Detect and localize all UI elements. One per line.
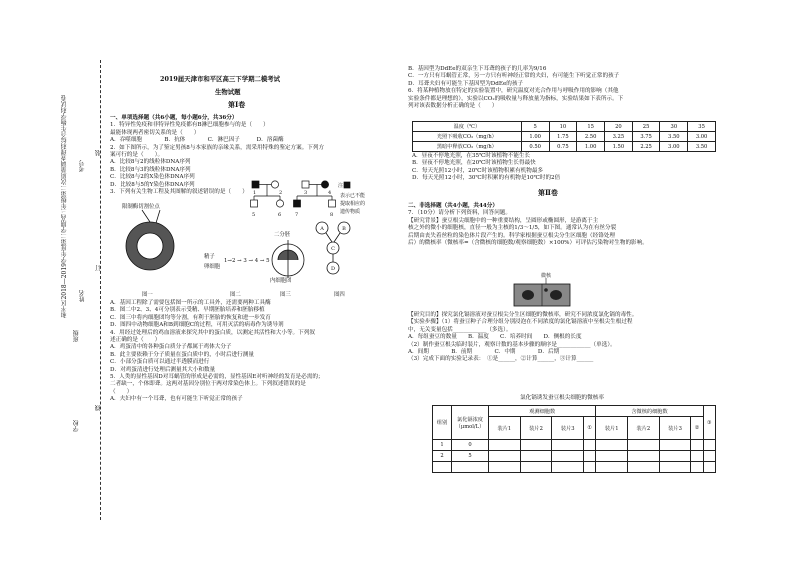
fig3-label-a: 二分胚 xyxy=(274,232,291,238)
question-line: 案可行的是（ ）。 xyxy=(110,152,164,159)
seal-title: 和平区2018—2019学年度第二学期高三年级第二次质量调查理科综合生物学科试卷 xyxy=(61,95,68,318)
table-cell: 15 xyxy=(577,122,605,132)
pedigree-num: 1 xyxy=(253,190,257,196)
table-cell: 0 xyxy=(452,440,489,451)
question-line: 【实验步骤】（1）将蚕豆种子合理分组分别浸泡在不同浓度的氯化镉溶液中至根尖生根过程 xyxy=(408,319,633,326)
question-option: A．每组蚕豆的数量 B．温度 C．培养时间 D．侧根的长度 xyxy=(408,334,582,341)
question-line: 中，无关变量包括____________（多选）。 xyxy=(408,326,512,333)
table-row xyxy=(413,132,716,142)
fig4-c: C xyxy=(331,246,335,252)
question-line: 5．人类的显性基因D对耳蜗管的形成是必需的，显性基因E对听神经的发育是必需的； xyxy=(110,374,324,381)
question-line: 列对该表数据分析正确的是（ ） xyxy=(408,103,498,110)
question-option: A．吞噬细胞 B．抗体 C．淋巴因子 D．溶菌酶 xyxy=(110,137,284,144)
school-label: 学校 xyxy=(73,420,80,432)
fig2-flow: 1→2 → 3 → 4 → 5 xyxy=(224,258,270,264)
question-option: A．比较8与2的线粒体DNA序列 xyxy=(110,159,191,166)
right-block-3 xyxy=(408,203,648,247)
table-cell: 装片3 xyxy=(659,417,691,440)
question-option: C．一方只有耳蜗管正常，另一方只有听神经正常的夫妇，有可能生下听觉正常的孩子 xyxy=(408,73,620,80)
fig2-sperm: 精子 xyxy=(204,254,215,260)
pedigree-num: 4 xyxy=(328,190,332,196)
pedigree-num: 8 xyxy=(330,212,334,218)
question-option: D．每天光照12小时，30℃时积累的有机物是10℃时的2倍 xyxy=(412,175,561,182)
question-line: 【研究背景】蚕豆根尖细胞中的一种重要结构，呈圆形或椭圆形，是游离于主 xyxy=(408,217,599,224)
table-cell: 25 xyxy=(632,122,660,132)
table-cell: 组别 xyxy=(433,406,452,440)
question-line: 后）的微核率（微核率=（含微核的细胞数/观察细胞数）×100%）可评估污染物对生物的影响。 xyxy=(408,240,648,247)
question-line: 述正确的是（ ） xyxy=(110,337,161,344)
table-cell: 观测细胞数 xyxy=(489,406,596,417)
micronucleus-table xyxy=(432,405,716,473)
table-header-row xyxy=(413,122,716,132)
pedigree-num: 2 xyxy=(279,190,283,196)
table-cell: ③ xyxy=(703,406,715,440)
table-cell: 3.25 xyxy=(605,132,633,142)
question-option: A．间期 B．前期 C．中期 D．后期 xyxy=(408,349,560,356)
table-cell: 光照下吸收CO₂（mg/h） xyxy=(413,132,522,142)
table-cell: 3.75 xyxy=(632,132,660,142)
question-line: 实验条件都是理想的），实验以CO₂的吸收量与释放量为指标，实验结果如下表所示。下 xyxy=(408,95,624,102)
table-cell: 3.50 xyxy=(688,142,716,152)
fig4-d: D xyxy=(330,266,336,272)
table-cell: 氯化镉浓度（μmol/L） xyxy=(452,406,489,440)
table-cell: 3.00 xyxy=(688,132,716,142)
question-option: B．图二中2、3、4可分别表示受精、早期胚胎培养和胚胎移植 xyxy=(110,307,265,314)
right-block-4 xyxy=(408,312,637,364)
section-heading: 一、单项选择题（共6小题，每小题6分，共36分） xyxy=(110,115,238,121)
table-cell: 含微核的细胞数 xyxy=(596,406,703,417)
part-one-title: 第Ⅰ卷 xyxy=(228,100,246,109)
pedigree-num: 3 xyxy=(304,190,308,196)
table-cell: 1.50 xyxy=(605,142,633,152)
name-label: 姓名 xyxy=(79,290,86,302)
section-heading: 二、非选择题（共4小题，共44分） xyxy=(408,203,498,209)
table-cell: 1.00 xyxy=(577,142,605,152)
micronucleus-label: 微核 xyxy=(541,273,552,279)
question-line: 6．将某种植物放在特定的实验装置中，研究温度对光合作用与呼吸作用的影响（其他 xyxy=(408,88,619,95)
table-cell: 装片1 xyxy=(596,417,628,440)
fig2-caption: 图二 xyxy=(230,292,241,298)
fig1-label: 限制酶切割位点 xyxy=(122,204,160,210)
pedigree-num: 5 xyxy=(252,212,256,218)
subject-title: 生物试题 xyxy=(215,88,241,96)
table-cell: 10 xyxy=(549,122,577,132)
pedigree-legend: 表示已不能 xyxy=(340,193,366,199)
question-option: C．比较8与2的X染色体DNA序列 xyxy=(110,174,195,181)
kaohao-label: 考号 xyxy=(79,160,86,172)
table-cell: 1.00 xyxy=(521,132,549,142)
table-row xyxy=(433,440,716,451)
fig2-egg: 卵细胞 xyxy=(204,264,221,270)
question-line: 7．（10分）请分析下列资料，回答问题。 xyxy=(408,210,511,217)
question-line: 3．下列有关生物工程及其图解的叙述错误的是（ ） xyxy=(110,189,248,196)
table-row xyxy=(433,462,716,473)
fig4-b: B xyxy=(342,226,346,232)
part-two-title: 第Ⅱ卷 xyxy=(538,188,558,197)
fig3-caption: 图三 xyxy=(280,292,291,298)
question-option: D．图四中动物细胞A和B到细胞C的过程，可用灭活的病毒作为诱导剂 xyxy=(110,322,284,329)
question-line: 最能体现两者密切关系的是（ ） xyxy=(110,129,200,136)
pedigree-legend: 遗传物质 xyxy=(340,209,361,215)
table-cell: 1 xyxy=(433,440,452,451)
table-cell: 30 xyxy=(660,122,688,132)
question-line: （2）制作蚕豆根尖临时装片，观察计数的基本步骤的顺序是____________（单选）。 xyxy=(408,341,616,348)
table-cell: 5 xyxy=(521,122,549,132)
class-label: 班级 xyxy=(73,330,80,342)
question-line: 二者缺一，个体即聋。这两对基因分别位于两对常染色体上。下列叙述错误的是 xyxy=(110,381,306,388)
right-block-1 xyxy=(408,66,623,110)
question-line: 4．用经过处理后的鸡血溶液来探究其中的蛋白质，以测定其活性和大小等。下列叙 xyxy=(110,329,315,336)
table-cell: 20 xyxy=(605,122,633,132)
table-cell: 5 xyxy=(452,451,489,462)
table-cell: 装片2 xyxy=(628,417,660,440)
table-row xyxy=(433,451,716,462)
table-cell: ② xyxy=(691,417,703,440)
pedigree-num: 6 xyxy=(278,212,282,218)
table-cell: 1.75 xyxy=(549,132,577,142)
fig4-a: A xyxy=(320,226,324,232)
pedigree-legend: 注： xyxy=(338,183,349,189)
question-option: A．基因工程除了需要包括图一所示的工具外，还需要两种工具酶 xyxy=(110,300,271,306)
question-option: A．夫妇中有一个耳聋，也有可能生下听觉正常的孩子 xyxy=(110,396,243,403)
table-cell: 温度（℃） xyxy=(413,122,522,132)
biotech-figures xyxy=(112,198,380,300)
question-option: C．每天光照12小时，20℃时该植物积累有机物最多 xyxy=(412,167,544,174)
table-row xyxy=(413,142,716,152)
table-cell: 装片3 xyxy=(552,417,584,440)
xian-mark: 线 xyxy=(95,405,102,411)
question-line: 2．如下图所示，为了鉴定男孩8与本家族的亲缘关系，需采用特殊的鉴定方案。下列方 xyxy=(110,144,325,151)
left-block-2 xyxy=(110,300,324,404)
question-option: C．图三中将内细胞团均等分割，有利于胚胎的恢复和进一步发育 xyxy=(110,314,271,321)
table-cell: 0.75 xyxy=(549,142,577,152)
question-line: 后期由丧失着丝粒的染色体片段产生的。科学家根据蚕豆根尖分生区细胞（经铬处理 xyxy=(408,232,615,239)
question-line: （ ） xyxy=(110,388,133,395)
table-cell: 黑暗中释放CO₂（mg/h） xyxy=(413,142,522,152)
table-cell: 35 xyxy=(688,122,716,132)
question-option: D．对鸡蛋清进行处理后测量其大小和数量 xyxy=(110,366,216,373)
table-cell: 2.25 xyxy=(632,142,660,152)
micronucleus-figure xyxy=(508,270,578,310)
question-option: B．此主要依赖于分子质量在蛋白质中的，小时后进行测量 xyxy=(110,351,254,358)
temperature-table xyxy=(412,121,716,152)
binding-line xyxy=(100,60,101,520)
question-line: 1．特异性免疫和非特异性免疫都有B淋巴细胞参与的是（ ） xyxy=(110,122,269,129)
right-block-2 xyxy=(412,153,560,183)
pedigree-legend: 提取相应的 xyxy=(340,201,366,207)
table-cell: 装片2 xyxy=(520,417,552,440)
question-option: B．基因型为DdEe的双亲生下耳聋的孩子的几率为9/16 xyxy=(408,66,547,72)
question-line: 核之外的微小的细胞核，直径一般为主核的1/3～1/5，如下图。通常认为在有丝分裂 xyxy=(408,225,617,232)
table-cell: 0.50 xyxy=(521,142,549,152)
record-table-title: 氯化镉诱发蚕豆根尖细胞的微核率 xyxy=(520,395,604,401)
question-option: D．比较8与5的Y染色体DNA序列 xyxy=(110,181,195,188)
question-option: B．比较8与3的线粒体DNA序列 xyxy=(110,166,191,173)
question-option: B．昼夜不停地光照，在20℃时该植物生长得最快 xyxy=(412,160,536,167)
table-cell: ① xyxy=(584,417,596,440)
question-option: C．小部分蛋白质可以通过半透膜而进行 xyxy=(110,359,210,366)
question-option: D．耳聋夫妇有可能生下基因型为DdEe的孩子 xyxy=(408,80,524,87)
table-cell: 2.50 xyxy=(577,132,605,142)
question-option: A．昼夜不停地光照，在35℃时该植物不能生长 xyxy=(412,153,531,159)
table-cell: 3.00 xyxy=(660,142,688,152)
question-line: 【研究目的】探究氯化镉溶液对蚕豆根尖分生区细胞的微核率，研究不同浓度氯化镉的毒性。 xyxy=(408,312,638,318)
exam-title: 2019届天津市和平区高三下学期二模考试 xyxy=(160,75,281,83)
zhuang-mark: 装 xyxy=(95,150,102,156)
fig4-caption: 图四 xyxy=(334,292,345,298)
fig1-caption: 图一 xyxy=(142,292,153,298)
question-line: （3）完成下面的实验记录表： ①是______，②计算______，③计算______ xyxy=(408,356,594,363)
table-cell: 3.50 xyxy=(660,132,688,142)
fig3-label-b: 内细胞团 xyxy=(270,278,292,284)
table-cell: 2 xyxy=(433,451,452,462)
ding-mark: 订 xyxy=(95,265,102,271)
pedigree-num: 7 xyxy=(295,212,299,218)
question-option: A．鸡蛋清中的各种蛋白质分子都属于鸡体大分子 xyxy=(110,344,232,351)
table-cell: 装片1 xyxy=(489,417,521,440)
